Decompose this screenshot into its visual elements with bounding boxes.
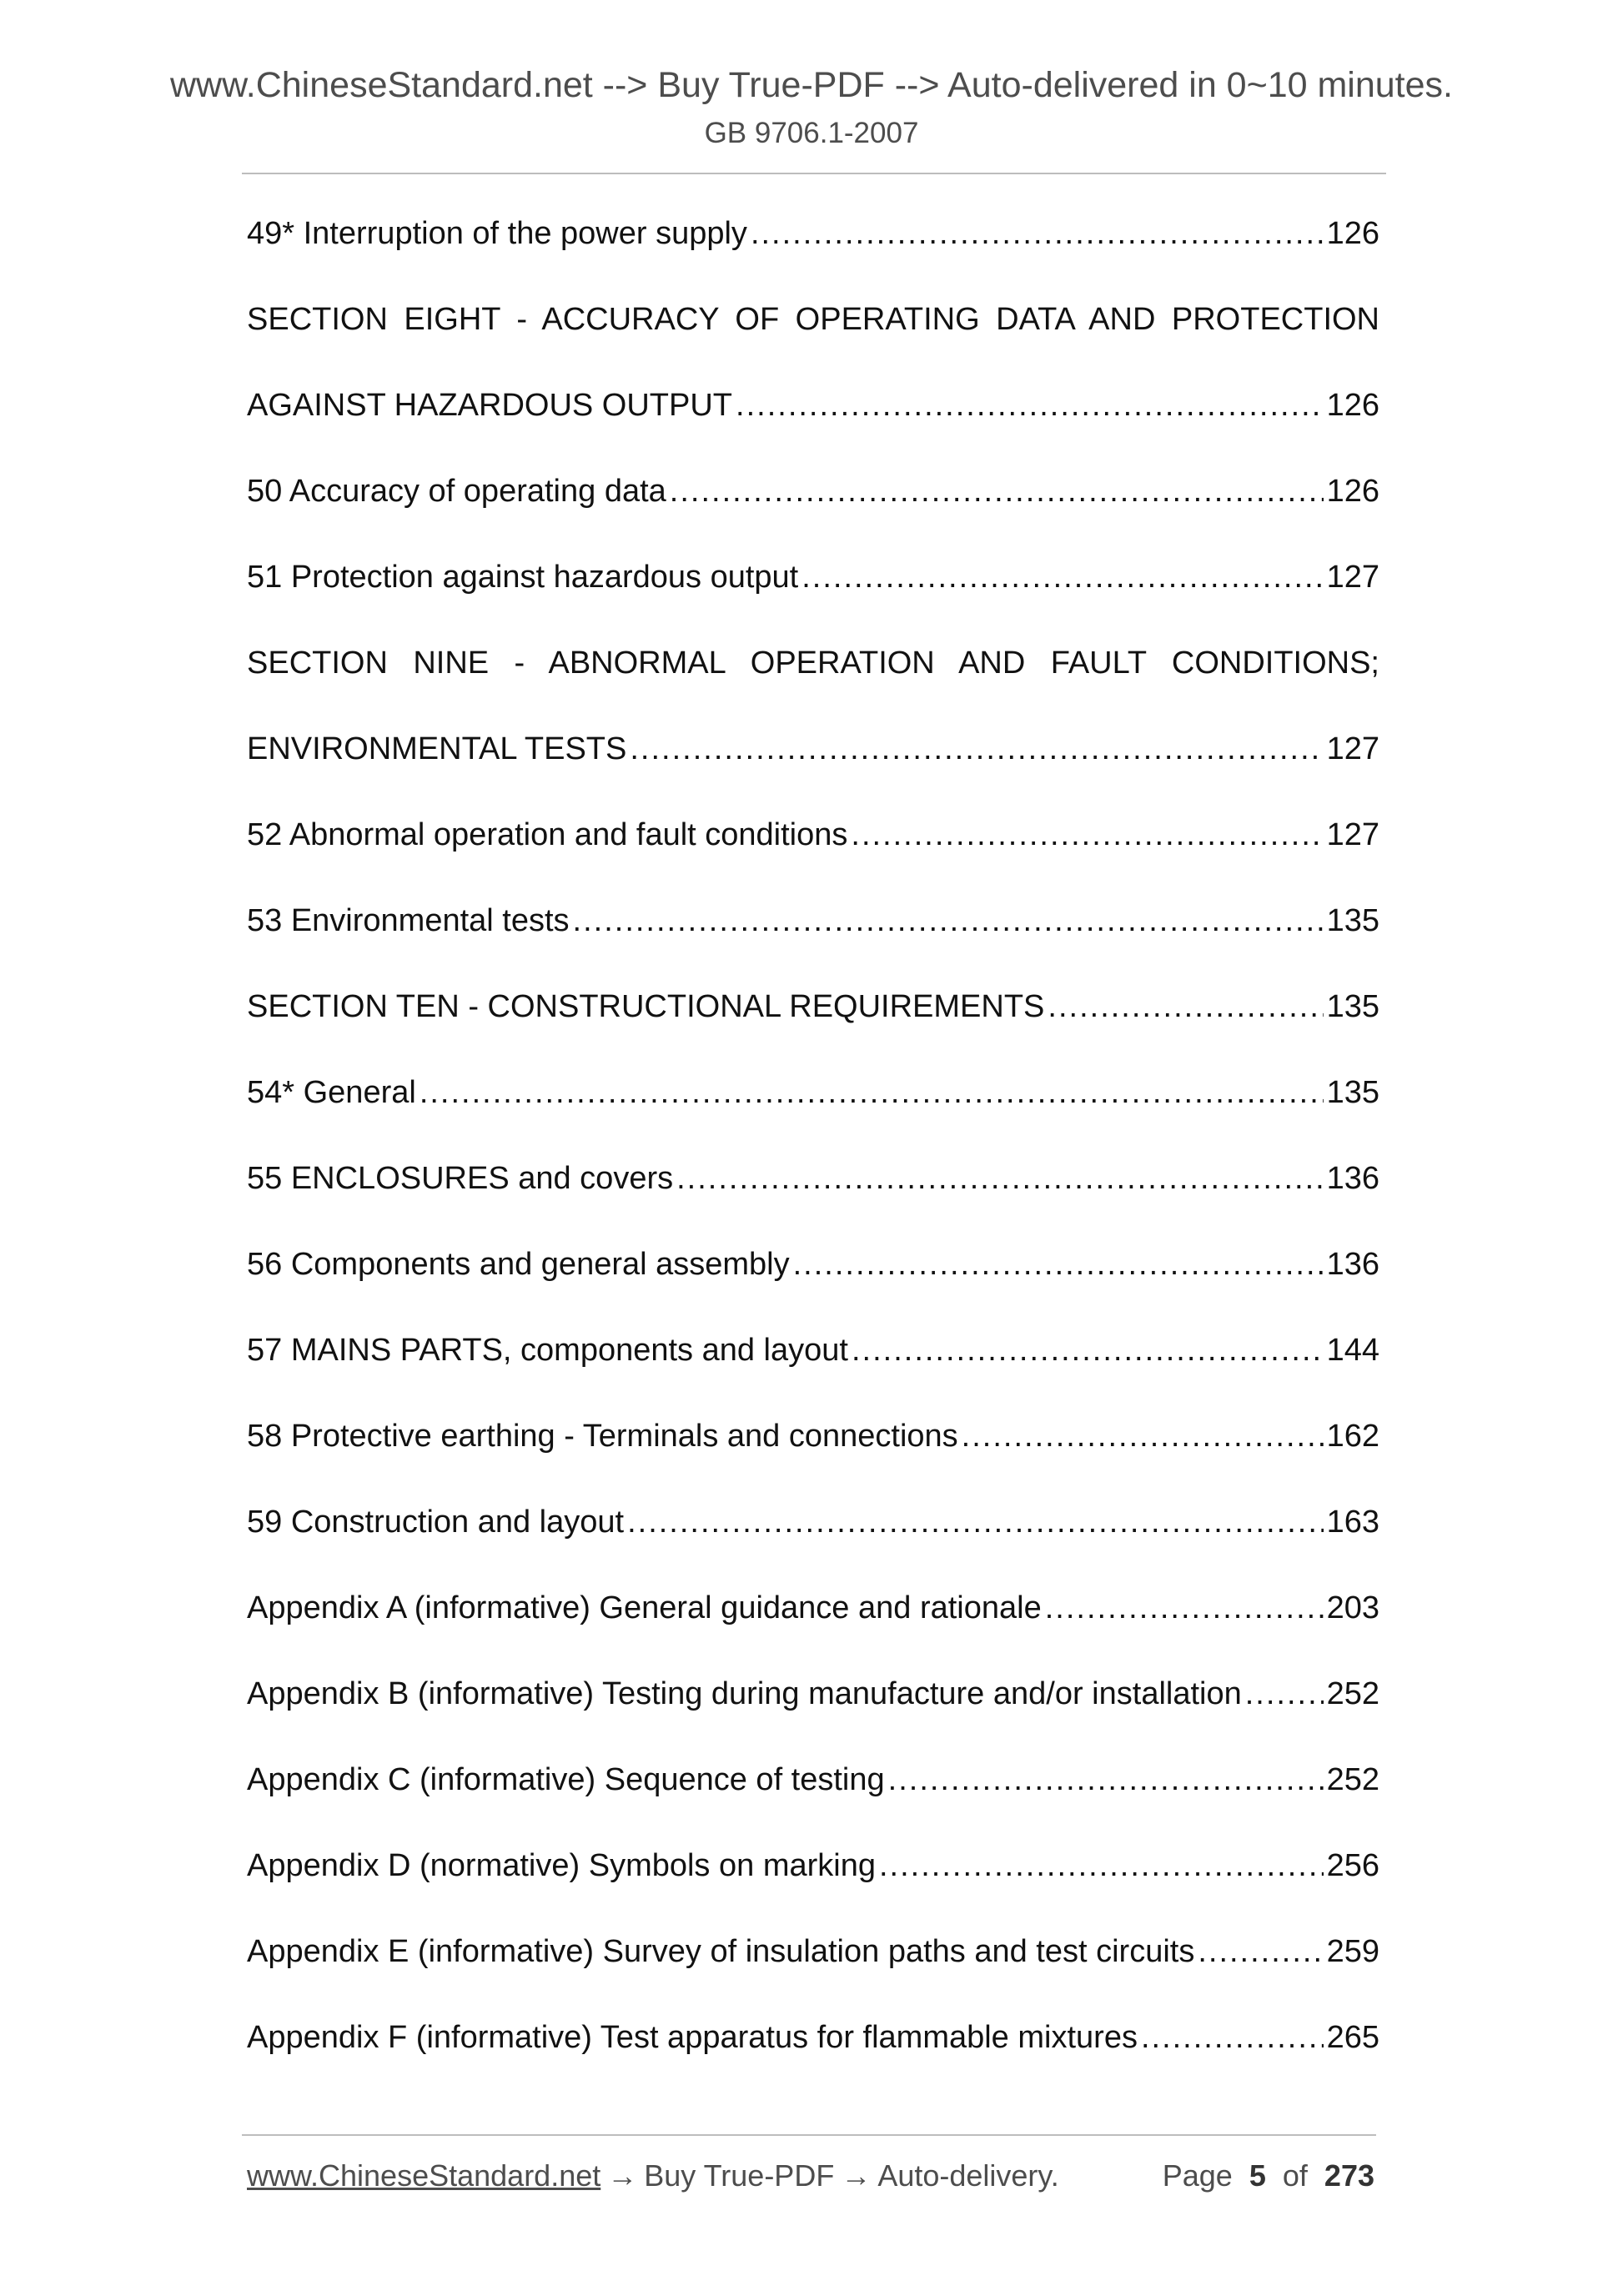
toc-leader-dots (751, 213, 1324, 254)
toc-leader-dots (1245, 1673, 1324, 1715)
toc-entry[interactable] (247, 1329, 1379, 1415)
toc-entry[interactable] (247, 1415, 1379, 1501)
toc-entry[interactable] (247, 728, 1379, 814)
toc-entry-title: Appendix A (informative) General guidance and rationale (247, 1590, 1042, 1625)
toc-entry-title: Appendix D (normative) Symbols on marking (247, 1848, 876, 1883)
toc-leader-dots (1141, 2017, 1324, 2058)
page-current: 5 (1249, 2158, 1266, 2193)
toc-entry[interactable] (247, 2017, 1379, 2103)
toc-entry-page: 203 (1326, 1590, 1379, 1625)
toc-entry[interactable] (247, 642, 1379, 728)
toc-entry-title: 53 Environmental tests (247, 903, 570, 938)
toc-leader-dots (1198, 1931, 1323, 1972)
toc-entry-title: 56 Components and general assembly (247, 1247, 790, 1282)
toc-leader-dots (888, 1759, 1324, 1801)
toc-entry[interactable] (247, 986, 1379, 1072)
toc-entry-title: Appendix E (informative) Survey of insulation paths and test circuits (247, 1934, 1195, 1969)
toc-entry-page: 127 (1326, 560, 1379, 595)
toc-entry[interactable] (247, 900, 1379, 986)
toc-entry-title: Appendix B (informative) Testing during manufacture and/or installation (247, 1676, 1242, 1711)
standard-id: GB 9706.1-2007 (704, 117, 919, 149)
toc-entry-page: 135 (1326, 989, 1379, 1024)
toc-leader-dots (1045, 1587, 1324, 1629)
toc-entry-page: 259 (1326, 1934, 1379, 1969)
toc-leader-dots (1048, 986, 1323, 1027)
toc-entry[interactable] (247, 1759, 1379, 1845)
toc-leader-dots (630, 728, 1323, 770)
toc-entry-title: SECTION NINE - ABNORMAL OPERATION AND FAULT CONDITIONS; (247, 646, 1379, 681)
footer-site-link[interactable]: www.ChineseStandard.net (247, 2158, 601, 2193)
toc-entry-title: SECTION EIGHT - ACCURACY OF OPERATING DATA AND PROTECTION (247, 302, 1379, 337)
page-footer (247, 2158, 1374, 2193)
toc-entry-page: 136 (1326, 1161, 1379, 1196)
toc-leader-dots (962, 1415, 1324, 1457)
page-label: Page (1162, 2158, 1233, 2193)
toc-leader-dots (852, 1329, 1324, 1371)
toc-entry-title: 51 Protection against hazardous output (247, 560, 799, 595)
toc-entry-page: 252 (1326, 1762, 1379, 1797)
toc-entry-title: Appendix F (informative) Test apparatus for flammable mixtures (247, 2020, 1138, 2055)
page-indicator (1163, 2158, 1374, 2193)
toc-leader-dots (670, 470, 1324, 512)
toc-entry-title: 54* General (247, 1075, 416, 1110)
header-banner[interactable]: www.ChineseStandard.net --> Buy True-PDF --> Auto-delivered in 0~10 minutes. (169, 65, 1453, 105)
toc-entry[interactable] (247, 384, 1379, 470)
toc-leader-dots (420, 1072, 1324, 1113)
toc-entry[interactable] (247, 213, 1379, 299)
toc-leader-dots (676, 1158, 1323, 1199)
toc-entry-title: 59 Construction and layout (247, 1505, 625, 1540)
arrow-right-icon: → (841, 2158, 872, 2193)
toc-entry[interactable] (247, 814, 1379, 900)
footer-links (247, 2158, 1059, 2193)
toc-entry-title: Appendix C (informative) Sequence of testing (247, 1762, 885, 1797)
toc-entry[interactable] (247, 1845, 1379, 1931)
footer-delivery-text: Auto-delivery. (877, 2158, 1059, 2193)
of-label: of (1282, 2158, 1308, 2193)
toc-entry-page: 265 (1326, 2020, 1379, 2055)
toc-entry-page: 135 (1326, 1075, 1379, 1110)
toc-entry[interactable] (247, 1931, 1379, 2017)
toc-leader-dots (801, 556, 1323, 598)
toc-entry-page: 163 (1326, 1505, 1379, 1540)
toc-entry-title: 50 Accuracy of operating data (247, 474, 666, 509)
toc-leader-dots (573, 900, 1324, 942)
arrow-right-icon: → (607, 2158, 638, 2193)
toc-entry[interactable] (247, 1072, 1379, 1158)
toc-entry-page: 135 (1326, 903, 1379, 938)
toc-entry[interactable] (247, 1587, 1379, 1673)
page-total: 273 (1324, 2158, 1374, 2193)
toc-entry-title: 57 MAINS PARTS, components and layout (247, 1333, 848, 1368)
toc-entry-page: 136 (1326, 1247, 1379, 1282)
toc-entry-page: 127 (1326, 731, 1379, 766)
toc-entry[interactable] (247, 556, 1379, 642)
toc-entry-page: 126 (1326, 216, 1379, 251)
toc-entry-title: 52 Abnormal operation and fault conditions (247, 817, 848, 852)
footer-buy-text: Buy True-PDF (644, 2158, 835, 2193)
toc-entry[interactable] (247, 1501, 1379, 1587)
toc-entry-page: 256 (1326, 1848, 1379, 1883)
toc-entry[interactable] (247, 1243, 1379, 1329)
toc-entry-title: 49* Interruption of the power supply (247, 216, 747, 251)
toc-entry-title: SECTION TEN - CONSTRUCTIONAL REQUIREMENTS (247, 989, 1045, 1024)
toc-entry-page: 162 (1326, 1419, 1379, 1454)
toc-entry-page: 252 (1326, 1676, 1379, 1711)
toc-leader-dots (851, 814, 1323, 856)
toc-entry-page: 126 (1326, 388, 1379, 423)
toc-entry[interactable] (247, 1158, 1379, 1243)
toc-entry[interactable] (247, 470, 1379, 556)
toc-entry-title: 55 ENCLOSURES and covers (247, 1161, 674, 1196)
toc-leader-dots (793, 1243, 1324, 1285)
toc-entry-title: ENVIRONMENTAL TESTS (247, 731, 627, 766)
toc-entry[interactable] (247, 1673, 1379, 1759)
toc-leader-dots (736, 384, 1324, 426)
toc-entry[interactable] (247, 299, 1379, 384)
toc-entry-title: AGAINST HAZARDOUS OUTPUT (247, 388, 733, 423)
toc-entry-page: 144 (1326, 1333, 1379, 1368)
header-divider (242, 173, 1386, 174)
footer-divider (242, 2134, 1376, 2136)
toc-leader-dots (879, 1845, 1324, 1887)
toc-leader-dots (627, 1501, 1324, 1543)
table-of-contents (247, 213, 1379, 2103)
toc-entry-page: 126 (1326, 474, 1379, 509)
toc-entry-page: 127 (1326, 817, 1379, 852)
toc-entry-title: 58 Protective earthing - Terminals and connections (247, 1419, 958, 1454)
